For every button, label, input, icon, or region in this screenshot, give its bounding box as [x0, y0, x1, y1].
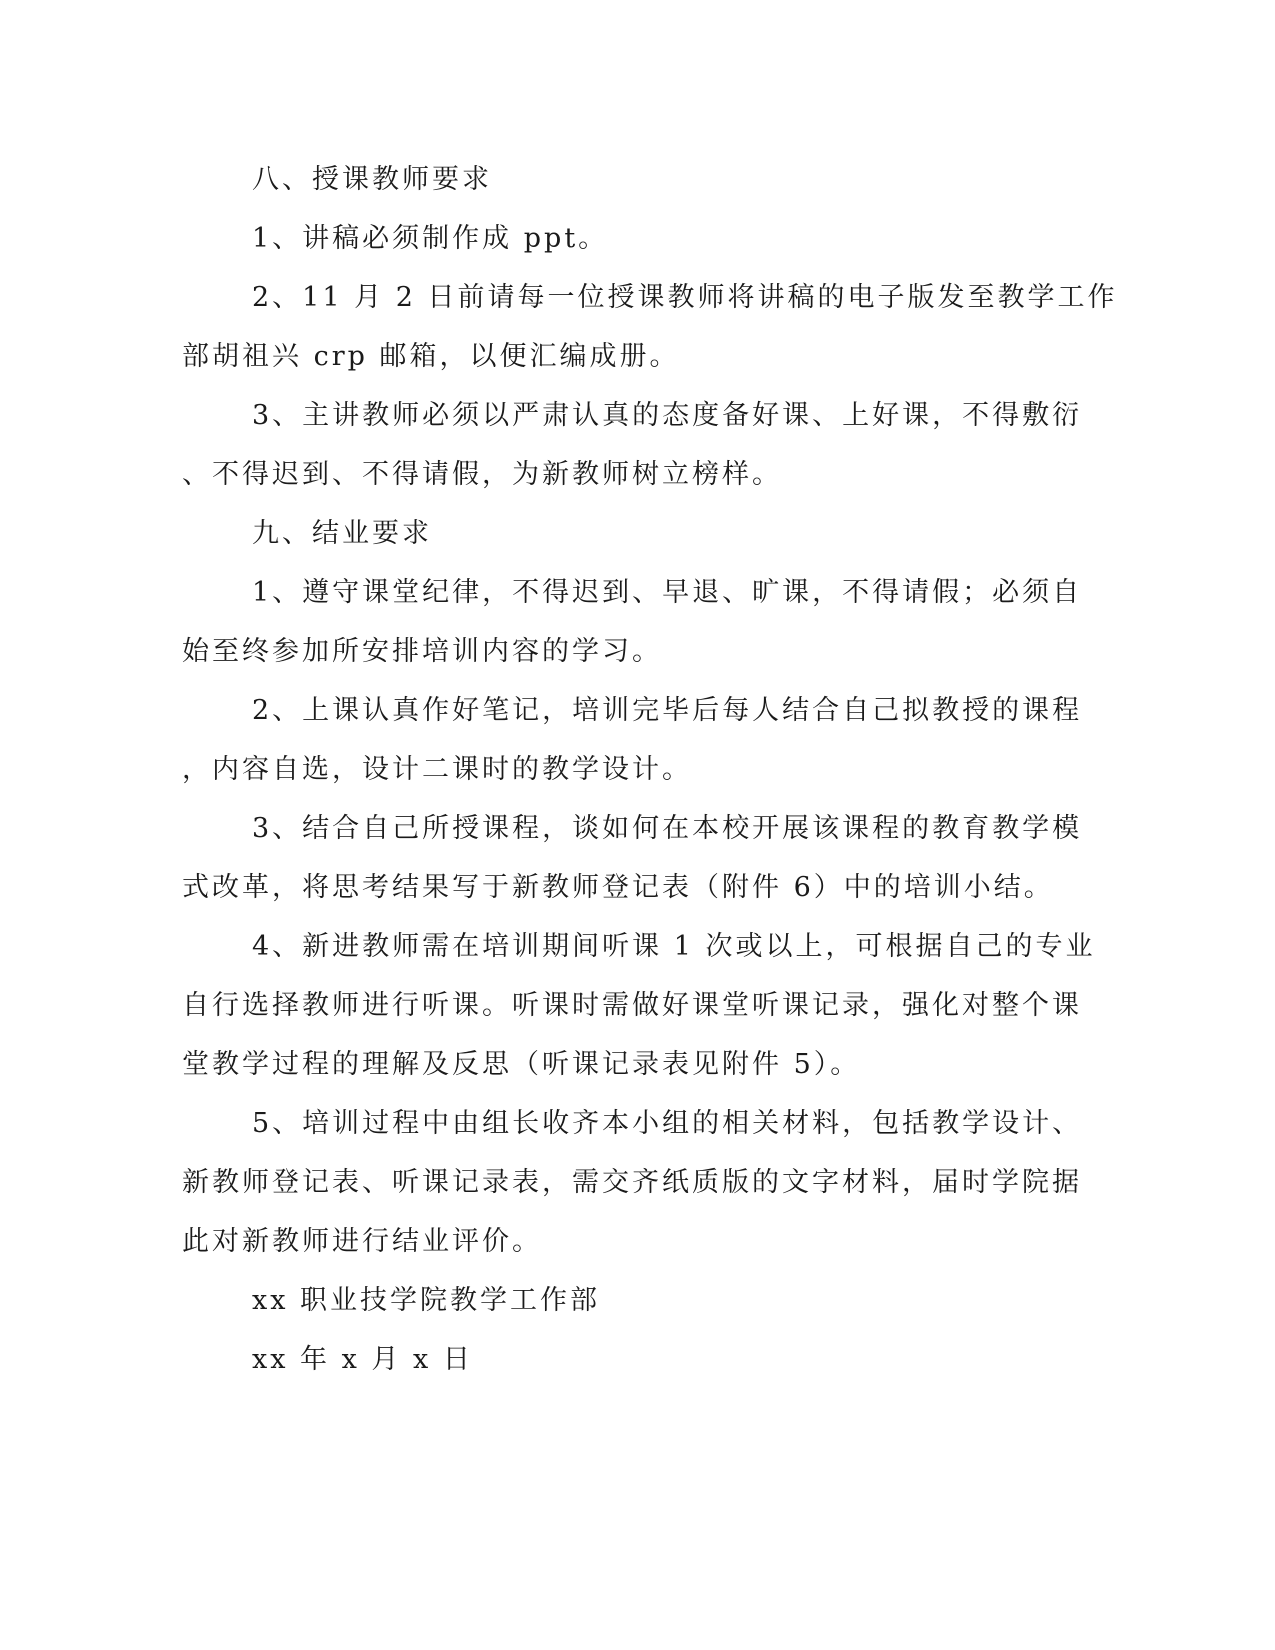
graduation-requirement-5-line-3: 此对新教师进行结业评价。 [182, 1226, 542, 1257]
signature-organization: xx 职业技学院教学工作部 [252, 1285, 601, 1316]
graduation-requirement-1-line-2: 始至终参加所安排培训内容的学习。 [182, 636, 662, 667]
graduation-requirement-5-line-2: 新教师登记表、听课记录表，需交齐纸质版的文字材料，届时学院据 [182, 1167, 1082, 1198]
graduation-requirement-4-line-1: 4、新进教师需在培训期间听课 1 次或以上，可根据自己的专业 [252, 931, 1096, 962]
graduation-requirement-2-line-1: 2、上课认真作好笔记，培训完毕后每人结合自己拟教授的课程 [252, 695, 1083, 726]
graduation-requirement-2-line-2: ，内容自选，设计二课时的教学设计。 [182, 754, 692, 785]
teacher-requirement-2-line-2: 部胡祖兴 crp 邮箱，以便汇编成册。 [182, 341, 680, 372]
section-heading-graduation-requirements: 九、结业要求 [252, 518, 432, 549]
graduation-requirement-3-line-1: 3、结合自己所授课程，谈如何在本校开展该课程的教育教学模 [252, 813, 1083, 844]
document-body [182, 150, 1118, 1389]
signature-date: xx 年 x 月 x 日 [252, 1344, 473, 1375]
teacher-requirement-3-line-2: 、不得迟到、不得请假，为新教师树立榜样。 [182, 459, 782, 490]
graduation-requirement-5-line-1: 5、培训过程中由组长收齐本小组的相关材料，包括教学设计、 [252, 1108, 1083, 1139]
teacher-requirement-2-line-1: 2、11 月 2 日前请每一位授课教师将讲稿的电子版发至教学工作 [252, 282, 1118, 313]
graduation-requirement-1-line-1: 1、遵守课堂纪律，不得迟到、早退、旷课，不得请假；必须自 [252, 577, 1083, 608]
teacher-requirement-1: 1、讲稿必须制作成 ppt。 [252, 223, 609, 254]
section-heading-teacher-requirements: 八、授课教师要求 [252, 164, 492, 195]
graduation-requirement-4-line-3: 堂教学过程的理解及反思（听课记录表见附件 5）。 [182, 1049, 861, 1080]
teacher-requirement-3-line-1: 3、主讲教师必须以严肃认真的态度备好课、上好课，不得敷衍 [252, 400, 1083, 431]
graduation-requirement-3-line-2: 式改革，将思考结果写于新教师登记表（附件 6）中的培训小结。 [182, 872, 1054, 903]
graduation-requirement-4-line-2: 自行选择教师进行听课。听课时需做好课堂听课记录，强化对整个课 [182, 990, 1082, 1021]
